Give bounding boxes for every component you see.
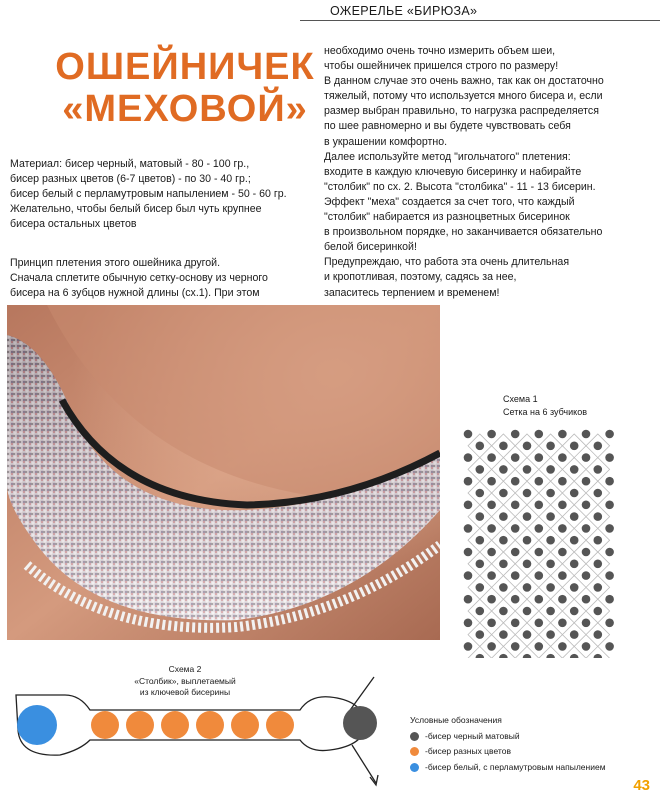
black-bead xyxy=(523,607,532,616)
white-bead xyxy=(17,705,57,745)
black-bead xyxy=(546,560,555,569)
body-line: Эффект "меха" создается за счет того, что каждый xyxy=(324,195,575,208)
black-bead xyxy=(523,583,532,592)
materials-paragraph xyxy=(10,157,310,232)
section-title: ОЖЕРЕЛЬЕ «БИРЮЗА» xyxy=(330,4,478,18)
page-title xyxy=(50,46,320,130)
black-bead xyxy=(487,571,496,580)
body-line: белой бисеринкой! xyxy=(324,241,417,254)
scheme2-label: Схема 2 xyxy=(168,664,202,674)
black-bead xyxy=(511,524,520,533)
black-bead xyxy=(535,595,544,604)
black-bead xyxy=(594,560,603,569)
black-bead xyxy=(487,453,496,462)
black-bead xyxy=(546,489,555,498)
black-bead xyxy=(499,560,508,569)
black-bead xyxy=(570,536,579,545)
scheme2-text-2: из ключевой бисерины xyxy=(139,687,231,697)
black-bead xyxy=(605,571,614,580)
scheme2-text-1: «Столбик», выплетаемый xyxy=(134,675,236,686)
black-bead xyxy=(558,548,567,557)
black-bead xyxy=(535,571,544,580)
legend xyxy=(410,713,606,775)
black-bead xyxy=(464,619,473,628)
black-bead xyxy=(523,512,532,521)
black-bead xyxy=(582,619,591,628)
black-bead xyxy=(594,654,603,658)
black-bead xyxy=(464,453,473,462)
color-bead xyxy=(196,711,224,739)
black-bead xyxy=(511,595,520,604)
black-bead xyxy=(499,465,508,474)
black-bead xyxy=(523,465,532,474)
page-number: 43 xyxy=(633,777,650,794)
black-bead xyxy=(535,619,544,628)
black-bead xyxy=(511,642,520,651)
black-bead xyxy=(605,524,614,533)
color-bead xyxy=(126,711,154,739)
black-bead xyxy=(570,630,579,639)
black-bead xyxy=(605,453,614,462)
black-bead xyxy=(594,489,603,498)
legend-label: -бисер белый, с перламутровым напылением xyxy=(425,761,606,772)
black-bead xyxy=(594,536,603,545)
black-bead xyxy=(499,536,508,545)
color-bead xyxy=(266,711,294,739)
black-bead xyxy=(487,642,496,651)
black-bead xyxy=(499,489,508,498)
color-bead-icon xyxy=(410,747,419,756)
black-bead xyxy=(476,536,485,545)
black-bead xyxy=(535,477,544,486)
legend-item xyxy=(410,729,606,745)
legend-item xyxy=(410,744,606,760)
black-bead xyxy=(546,442,555,451)
black-bead xyxy=(476,442,485,451)
black-bead xyxy=(570,512,579,521)
black-bead xyxy=(558,501,567,510)
body-line: необходимо очень точно измерить объем шеи, xyxy=(324,45,556,57)
right-column-text xyxy=(324,44,656,301)
intro-line: бисера на 6 зубцов нужной длины (сх.1). При этом xyxy=(10,287,260,300)
black-bead-icon xyxy=(410,732,419,741)
color-bead xyxy=(231,711,259,739)
black-bead xyxy=(511,430,520,439)
black-bead xyxy=(546,465,555,474)
black-bead xyxy=(511,501,520,510)
black-bead xyxy=(464,548,473,557)
body-line: тяжелый, потому что используется много бисера и, если xyxy=(324,90,603,103)
black-bead xyxy=(558,571,567,580)
body-line: и кропотливая, поэтому, садясь за нее, xyxy=(324,271,517,284)
black-bead xyxy=(511,548,520,557)
title-line-2: «МЕХОВОЙ» xyxy=(62,88,308,130)
black-bead xyxy=(605,642,614,651)
intro-paragraph xyxy=(10,256,310,301)
black-bead xyxy=(570,607,579,616)
black-bead xyxy=(476,583,485,592)
black-bead xyxy=(582,453,591,462)
header-rule xyxy=(300,20,660,21)
black-bead xyxy=(605,619,614,628)
body-line: входите в каждую ключевую бисеринку и набирайте xyxy=(324,165,582,178)
black-bead xyxy=(570,583,579,592)
black-bead xyxy=(476,512,485,521)
thread-path xyxy=(16,695,365,755)
scheme1-text: Сетка на 6 зубчиков xyxy=(503,407,587,417)
black-bead xyxy=(605,430,614,439)
black-bead xyxy=(594,630,603,639)
intro-line: Принцип плетения этого ошейника другой. xyxy=(10,257,221,269)
scheme1-label: Схема 1 xyxy=(503,394,538,404)
black-bead xyxy=(594,607,603,616)
black-bead xyxy=(487,619,496,628)
black-bead xyxy=(558,524,567,533)
black-bead xyxy=(582,595,591,604)
scheme1-diagram xyxy=(460,428,620,658)
black-bead xyxy=(582,571,591,580)
black-bead xyxy=(594,512,603,521)
black-bead xyxy=(523,630,532,639)
black-bead xyxy=(546,536,555,545)
black-bead xyxy=(546,583,555,592)
black-bead xyxy=(570,654,579,658)
materials-line: бисер разных цветов (6-7 цветов) - по 30 - 40 гр.; xyxy=(10,173,251,186)
black-bead xyxy=(476,607,485,616)
black-bead xyxy=(594,442,603,451)
body-line: чтобы ошейничек пришелся строго по размеру! xyxy=(324,60,559,73)
legend-title: Условные обозначения xyxy=(410,715,502,725)
black-bead xyxy=(535,501,544,510)
body-line: по шее равномерно и вы будете чувствовать себя xyxy=(324,120,571,133)
black-bead xyxy=(511,453,520,462)
black-bead xyxy=(535,548,544,557)
black-bead xyxy=(594,465,603,474)
black-bead xyxy=(570,442,579,451)
body-line: в произвольном порядке, но заканчивается обязательно xyxy=(324,226,603,239)
scheme1-caption xyxy=(503,393,587,419)
black-bead xyxy=(546,512,555,521)
black-bead xyxy=(487,501,496,510)
black-bead xyxy=(487,524,496,533)
intro-line: Сначала сплетите обычную сетку-основу из черного xyxy=(10,272,268,285)
necklace-photo xyxy=(7,305,440,640)
black-bead xyxy=(476,654,485,658)
black-bead xyxy=(464,477,473,486)
black-bead xyxy=(511,571,520,580)
black-bead xyxy=(558,430,567,439)
black-bead xyxy=(535,524,544,533)
necklace-photo-image xyxy=(7,305,440,640)
black-bead xyxy=(582,524,591,533)
black-bead xyxy=(546,654,555,658)
black-bead xyxy=(605,501,614,510)
black-bead xyxy=(487,477,496,486)
black-bead xyxy=(511,619,520,628)
black-bead xyxy=(476,630,485,639)
body-line: запаситесь терпением и временем! xyxy=(324,286,500,299)
black-bead xyxy=(499,654,508,658)
materials-line: бисер белый с перламутровым напылением - 50 - 60 гр. xyxy=(10,188,287,201)
black-bead xyxy=(464,524,473,533)
black-bead xyxy=(558,453,567,462)
materials-line: Материал: бисер черный, матовый - 80 - 100 гр., xyxy=(10,158,250,170)
black-bead xyxy=(487,595,496,604)
black-bead xyxy=(523,442,532,451)
black-bead xyxy=(499,583,508,592)
black-bead xyxy=(535,642,544,651)
black-bead xyxy=(476,465,485,474)
black-bead xyxy=(558,477,567,486)
black-bead xyxy=(464,430,473,439)
materials-line: Желательно, чтобы белый бисер был чуть крупнее xyxy=(10,203,262,216)
body-line: Предупреждаю, что работа эта очень длительная xyxy=(324,256,570,269)
black-bead xyxy=(523,654,532,658)
title-line-1: ОШЕЙНИЧЕК xyxy=(55,46,315,88)
black-bead xyxy=(570,465,579,474)
black-bead xyxy=(558,619,567,628)
black-bead xyxy=(499,442,508,451)
black-bead xyxy=(523,489,532,498)
body-line: В данном случае это очень важно, так как он достаточно xyxy=(324,75,604,88)
materials-line: бисера остальных цветов xyxy=(10,218,137,231)
black-bead xyxy=(605,595,614,604)
black-bead xyxy=(535,430,544,439)
black-bead xyxy=(594,583,603,592)
key-bead xyxy=(343,706,377,740)
color-bead xyxy=(161,711,189,739)
legend-label: -бисер разных цветов xyxy=(425,746,511,756)
black-bead xyxy=(464,571,473,580)
black-bead xyxy=(464,501,473,510)
color-bead xyxy=(91,711,119,739)
black-bead xyxy=(570,489,579,498)
body-line: "столбик" по сх. 2. Высота "столбика" - 11 - 13 бисерин. xyxy=(324,180,596,193)
black-bead xyxy=(582,430,591,439)
body-line: в украшении комфортно. xyxy=(324,135,448,148)
body-line: размер выбран правильно, то нагрузка распределяется xyxy=(324,105,599,118)
black-bead xyxy=(523,536,532,545)
body-line: "столбик" набирается из разноцветных бисеринок xyxy=(324,211,570,224)
black-bead xyxy=(558,642,567,651)
black-bead xyxy=(558,595,567,604)
black-bead xyxy=(476,560,485,569)
black-bead xyxy=(582,548,591,557)
needle-out xyxy=(352,745,376,783)
black-bead xyxy=(499,630,508,639)
black-bead xyxy=(535,453,544,462)
legend-item xyxy=(410,760,606,776)
legend-label: -бисер черный матовый xyxy=(425,730,520,741)
black-bead xyxy=(546,630,555,639)
black-bead xyxy=(487,430,496,439)
white-bead-icon xyxy=(410,763,419,772)
black-bead xyxy=(523,560,532,569)
black-bead xyxy=(582,642,591,651)
black-bead xyxy=(605,548,614,557)
black-bead xyxy=(464,642,473,651)
black-bead xyxy=(499,512,508,521)
black-bead xyxy=(499,607,508,616)
black-bead xyxy=(546,607,555,616)
black-bead xyxy=(582,501,591,510)
black-bead xyxy=(476,489,485,498)
black-bead xyxy=(582,477,591,486)
scheme2-diagram xyxy=(10,675,400,795)
body-line: Далее используйте метод "игольчатого" плетения: xyxy=(324,150,571,163)
black-bead xyxy=(511,477,520,486)
black-bead xyxy=(570,560,579,569)
black-bead xyxy=(464,595,473,604)
black-bead xyxy=(487,548,496,557)
black-bead xyxy=(605,477,614,486)
